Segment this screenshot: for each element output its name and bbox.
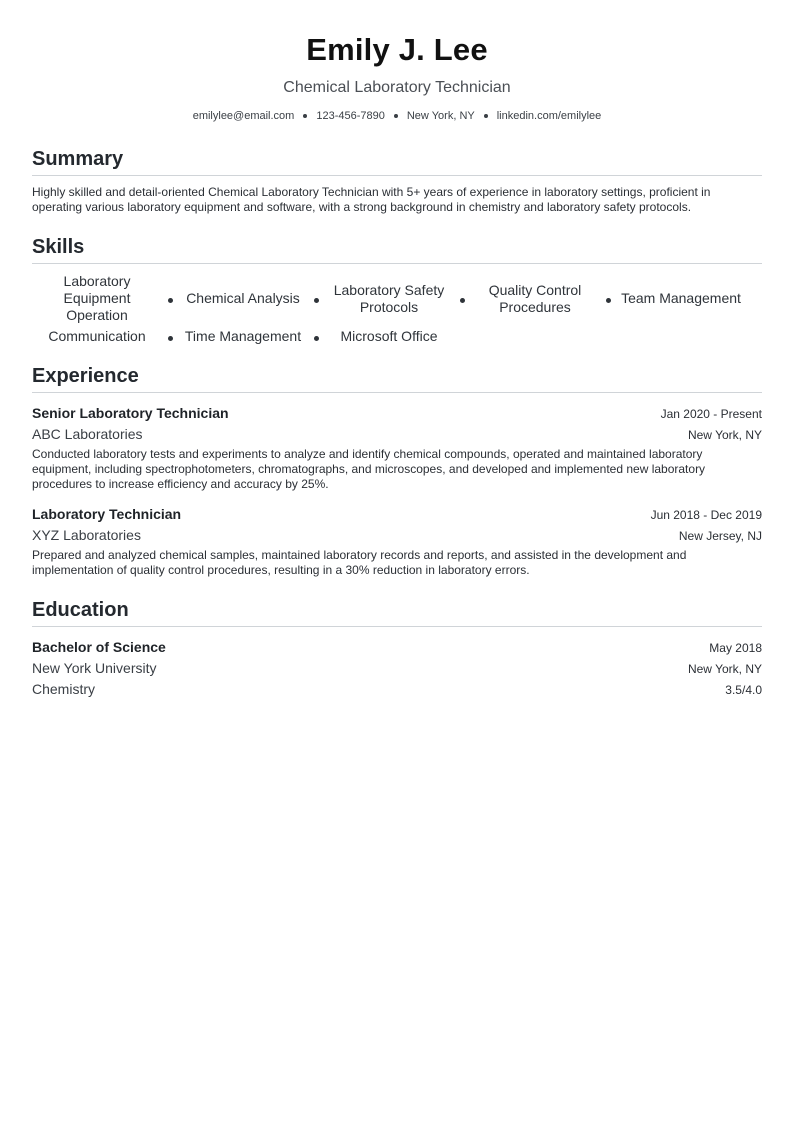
job-header-row — [32, 504, 762, 525]
job-role: Laboratory Technician — [32, 506, 182, 522]
education-degree-row — [32, 637, 762, 658]
bullet-separator — [308, 332, 324, 341]
skill-item: Chemical Analysis — [186, 290, 300, 306]
candidate-name: Emily J. Lee — [306, 32, 488, 67]
bullet-separator — [600, 294, 616, 303]
bullet-separator — [484, 114, 488, 118]
resume-header — [32, 0, 762, 124]
bullet-separator — [394, 114, 398, 118]
skills-heading: Skills — [32, 235, 762, 264]
bullet-separator — [308, 294, 324, 303]
skill-item: Laboratory Equipment Operation — [63, 273, 131, 323]
bullet-separator — [162, 332, 178, 341]
education-heading: Education — [32, 598, 762, 627]
summary-text: Highly skilled and detail-oriented Chemical Laboratory Technician with 5+ years of experience in laboratory settings, proficient in operating various laboratory equipment and software, with a strong background in chemistry and laboratory safety protocols. — [32, 185, 711, 214]
skill-item: Laboratory Safety Protocols — [333, 281, 445, 315]
job-role: Senior Laboratory Technician — [32, 405, 229, 421]
job-location: New Jersey, NJ — [678, 529, 762, 543]
job-dates: Jun 2018 - Dec 2019 — [650, 508, 762, 522]
contact-info — [32, 108, 762, 124]
contact-linkedin: linkedin.com/emilylee — [496, 110, 602, 122]
education-school: New York University — [32, 660, 157, 676]
skill-item: Time Management — [184, 328, 302, 344]
education-field: Chemistry — [32, 681, 96, 697]
contact-phone: 123-456-7890 — [316, 110, 385, 122]
job-company: ABC Laboratories — [32, 426, 143, 442]
bullet-separator — [454, 294, 470, 303]
job-title: Chemical Laboratory Technician — [283, 79, 511, 96]
job-entry — [32, 403, 762, 492]
skills-section — [32, 235, 762, 345]
skills-list — [32, 273, 762, 345]
bullet-separator — [162, 294, 178, 303]
job-company-row — [32, 424, 762, 445]
job-description: Conducted laboratory tests and experiments to analyze and identify chemical compounds, operated and maintained laboratory equipment, including spectrophotometers, chromatographs, and microscopes, and developed and implemented new laboratory procedures to increase efficiency and accuracy by 25%. — [32, 447, 706, 491]
contact-location: New York, NY — [406, 110, 475, 122]
skills-row — [32, 273, 762, 324]
skill-item: Quality Control Procedures — [488, 281, 582, 315]
summary-heading: Summary — [32, 147, 762, 176]
job-header-row — [32, 403, 762, 424]
education-degree: Bachelor of Science — [32, 639, 166, 655]
skill-item: Team Management — [621, 290, 741, 306]
experience-heading: Experience — [32, 364, 762, 393]
skills-row — [32, 328, 762, 345]
education-entry — [32, 637, 762, 700]
skill-item: Communication — [48, 328, 146, 344]
bullet-separator — [303, 114, 307, 118]
skill-item: Microsoft Office — [340, 328, 438, 344]
education-gpa: 3.5/4.0 — [725, 683, 762, 697]
education-school-row — [32, 658, 762, 679]
education-section — [32, 598, 762, 700]
education-date: May 2018 — [709, 641, 762, 655]
job-company-row — [32, 525, 762, 546]
job-location: New York, NY — [687, 428, 762, 442]
summary-section — [32, 147, 762, 215]
experience-section — [32, 364, 762, 578]
contact-email: emilylee@email.com — [192, 110, 295, 122]
job-description: Prepared and analyzed chemical samples, maintained laboratory records and reports, and assisted in the development and implementation of quality control procedures, resulting in a 30% reduction in laboratory errors. — [32, 548, 687, 577]
education-location: New York, NY — [687, 662, 762, 676]
education-field-row — [32, 679, 762, 700]
job-entry — [32, 504, 762, 578]
job-dates: Jan 2020 - Present — [660, 407, 762, 421]
job-company: XYZ Laboratories — [32, 527, 141, 543]
